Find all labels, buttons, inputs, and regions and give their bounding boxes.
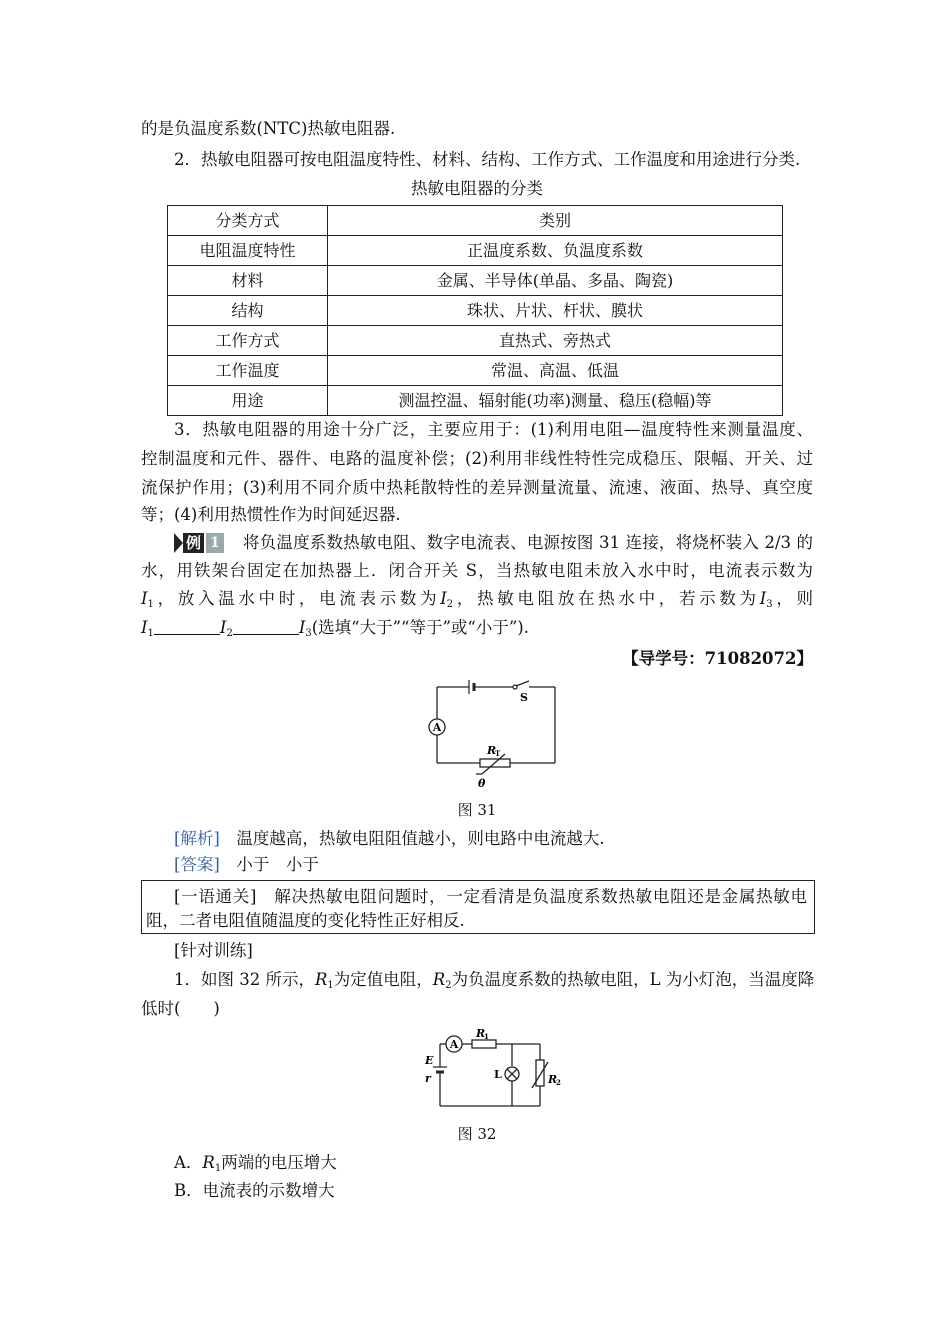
- r2-sub: 2: [556, 1078, 561, 1087]
- var-r1: $R_1$: [314, 970, 334, 991]
- example-line-2: 水，用铁架台固定在加热器上．闭合开关 S，当热敏电阻未放入水中时，电流表示数为: [141, 561, 813, 580]
- figure-32-circuit: [420, 1026, 570, 1111]
- table-cell: 金属、半导体(单晶、多晶、陶瓷): [328, 266, 783, 296]
- example-badge-label: 例: [183, 533, 204, 553]
- question-1-a: 1．如图 32 所示，: [174, 970, 315, 989]
- example-arrow-icon: [174, 533, 183, 553]
- question-1-c: 为负温度系数的热敏电阻，L 为小灯泡，当温度降: [451, 970, 815, 989]
- table-title: 热敏电阻器的分类: [411, 179, 543, 198]
- example-line-3: [141, 586, 813, 618]
- table-cell: 直热式、旁热式: [328, 326, 783, 356]
- table-cell: 材料: [168, 266, 328, 296]
- r1-label: R: [476, 1027, 486, 1040]
- tip-tag: [一语通关]: [174, 887, 257, 906]
- paragraph-3-line-1: 3．热敏电阻器的用途十分广泛，主要应用于：(1)利用电阻—温度特性来测量温度、: [174, 420, 813, 439]
- table-row: [168, 236, 783, 266]
- var-i1: $I_1$: [141, 618, 154, 639]
- example-line-4-tail: (选填“大于”“等于”或“小于”).: [311, 618, 529, 637]
- answer-blank-2[interactable]: [233, 618, 299, 635]
- option-a-text: 两端的电压增大: [221, 1153, 337, 1172]
- table-header-cell: 分类方式: [168, 206, 328, 236]
- table-header-cell: 类别: [328, 206, 783, 236]
- paragraph-3-line-3: 流保护作用；(3)利用不同介质中热耗散特性的差异测量流量、流速、液面、热导、真空度: [141, 478, 813, 497]
- answer-text: 小于 小于: [236, 855, 319, 874]
- question-1-line-2: 低时( ): [141, 999, 220, 1018]
- r2-label: R: [548, 1073, 558, 1086]
- paragraph-3-line-2: 控制温度和元件、器件、电路的温度补偿；(2)利用非线性特性完成稳压、限幅、开关、过: [141, 449, 813, 468]
- thermistor-sub: T: [495, 749, 501, 758]
- table-cell: 结构: [168, 296, 328, 326]
- table-cell: 珠状、片状、杆状、膜状: [328, 296, 783, 326]
- example-badge-number: 1: [206, 533, 224, 553]
- table-row: [168, 326, 783, 356]
- var-i3: $I_3$: [298, 618, 312, 639]
- tip-line-2: 阻，二者电阻值随温度的变化特性正好相反.: [146, 911, 465, 930]
- var-i2: $I_2$: [440, 589, 454, 610]
- answer-tag: [答案]: [174, 855, 220, 874]
- thermistor-label: R: [487, 744, 497, 757]
- answer: [174, 852, 319, 878]
- theta-label: θ: [478, 777, 486, 790]
- var-i2: $I_2$: [219, 618, 233, 639]
- tip-text-1: 解决热敏电阻问题时，一定看清是负温度系数热敏电阻还是金属热敏电: [274, 887, 808, 906]
- var-i3: $I_3$: [759, 589, 773, 610]
- table-row: [168, 266, 783, 296]
- emf-label: E: [425, 1054, 434, 1067]
- table-header-row: [168, 206, 783, 236]
- option-b[interactable]: B．电流表的示数增大: [174, 1181, 335, 1200]
- answer-blank-1[interactable]: [154, 618, 220, 635]
- table-cell: 工作方式: [168, 326, 328, 356]
- example-line-3-a: ，放入温水中时，电流表示数为: [153, 589, 441, 608]
- table-row: [168, 386, 783, 416]
- question-1-line-1: [174, 967, 813, 999]
- table-row: [168, 356, 783, 386]
- guide-number: 【导学号：71082072】: [622, 649, 813, 668]
- var-i1: $I_1$: [141, 589, 154, 610]
- paragraph-1-tail: 的是负温度系数(NTC)热敏电阻器.: [141, 119, 396, 138]
- analysis-tag: [解析]: [174, 829, 220, 848]
- ammeter-label: A: [449, 1038, 459, 1051]
- figure-32-caption: 图 32: [457, 1125, 497, 1143]
- example-line-3-c: ，则: [772, 589, 814, 608]
- lamp-label: L: [494, 1068, 502, 1081]
- classification-table: [167, 205, 783, 416]
- table-cell: 测温控温、辐射能(功率)测量、稳压(稳幅)等: [328, 386, 783, 416]
- example-badge: [174, 533, 224, 553]
- table-cell: 工作温度: [168, 356, 328, 386]
- training-header: [针对训练]: [174, 941, 253, 960]
- figure-31-circuit: [425, 676, 575, 796]
- ammeter-label: A: [432, 721, 442, 734]
- figure-31-caption: 图 31: [457, 801, 497, 819]
- analysis: [174, 826, 605, 852]
- table-cell: 常温、高温、低温: [328, 356, 783, 386]
- internal-resistance-label: r: [425, 1072, 431, 1085]
- table-cell: 用途: [168, 386, 328, 416]
- var-r2: $R_2$: [432, 970, 452, 991]
- analysis-text: 温度越高，热敏电阻阻值越小，则电路中电流越大.: [236, 829, 605, 848]
- var-r1: $R_1$: [202, 1153, 222, 1174]
- table-row: [168, 296, 783, 326]
- paragraph-3-line-4: 等；(4)利用热惯性作为时间延迟器.: [141, 505, 401, 524]
- table-cell: 正温度系数、负温度系数: [328, 236, 783, 266]
- option-a-prefix: A．: [174, 1153, 203, 1172]
- switch-label: S: [520, 691, 528, 704]
- table-cell: 电阻温度特性: [168, 236, 328, 266]
- tip-line-1: [174, 884, 807, 910]
- example-line-1: 将负温度系数热敏电阻、数字电流表、电源按图 31 连接，将烧杯装入 2/3 的: [243, 533, 813, 552]
- example-line-4: [141, 615, 529, 647]
- question-1-b: 为定值电阻，: [333, 970, 433, 989]
- r1-sub: 1: [484, 1032, 489, 1041]
- example-line-3-b: ，热敏电阻放在热水中，若示数为: [453, 589, 760, 608]
- paragraph-2: 2．热敏电阻器可按电阻温度特性、材料、结构、工作方式、工作温度和用途进行分类.: [174, 150, 801, 169]
